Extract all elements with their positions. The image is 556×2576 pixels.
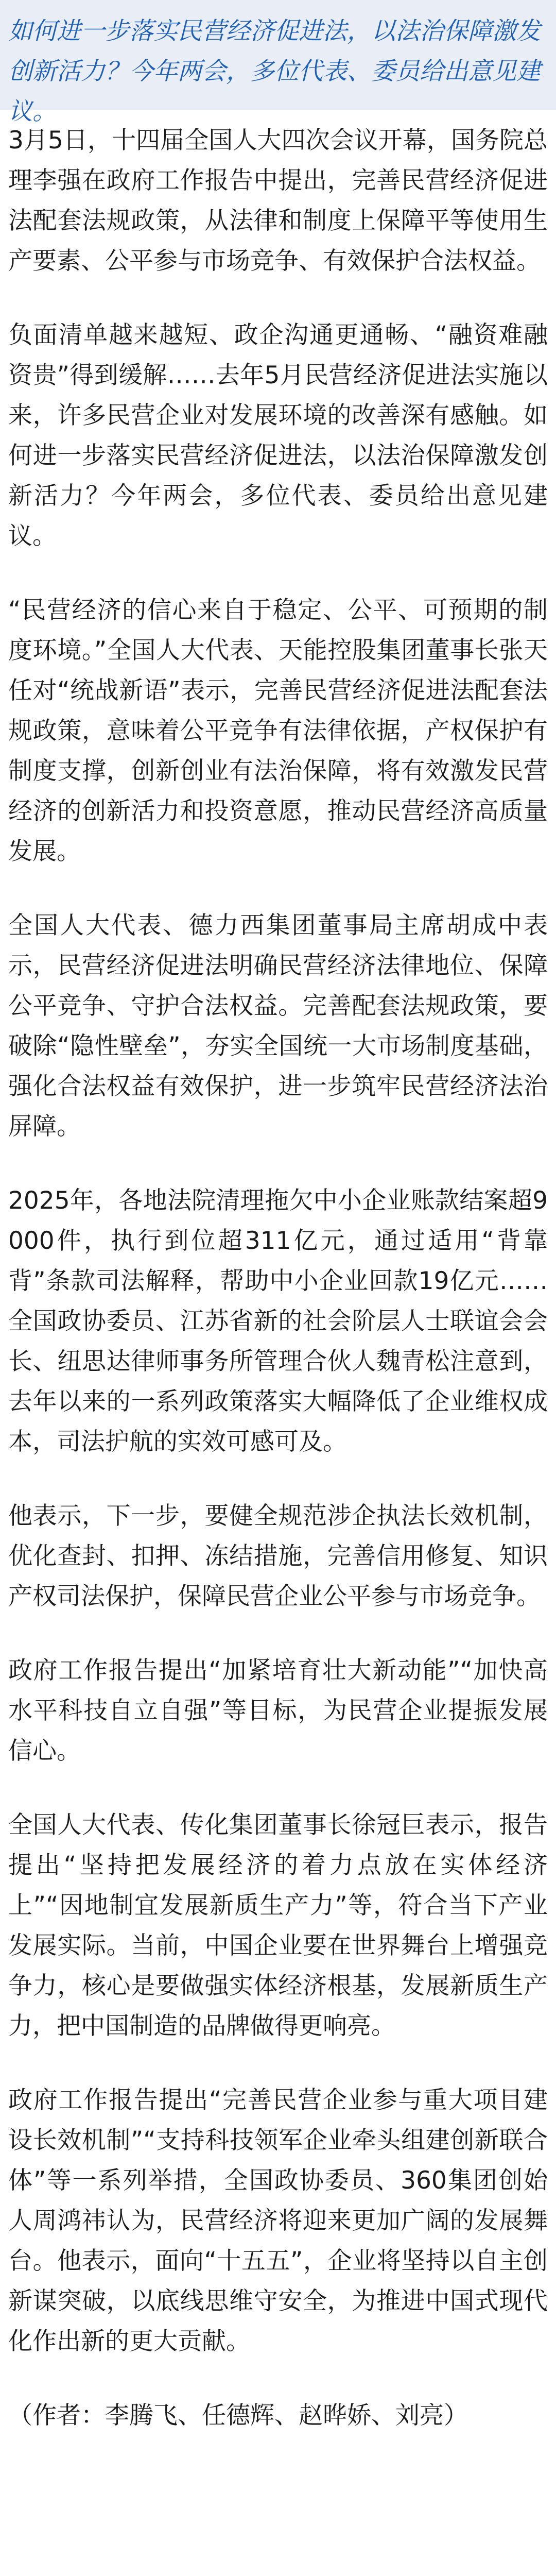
article-paragraph: 政府工作报告提出“完善民营企业参与重大项目建设长效机制”“支持科技领军企业牵头组建创新联合体”等一系列举措，全国政协委员、360集团创始人周鸿祎认为，民营经济将迎来更加广阔的发展舞台。他表示，面向“十五五”，企业将坚持以自主创新谋突破，以底线思维守安全，为推进中国式现代化作出新的更大贡献。	[8, 2086, 548, 2355]
article-byline: （作者：李腾飞、任德辉、赵晔娇、刘亮）	[8, 2401, 468, 2430]
article-paragraph: 全国人大代表、传化集团董事长徐冠巨表示，报告提出“坚持把发展经济的着力点放在实体经济上”“因地制宜发展新质生产力”等，符合当下产业发展实际。当前，中国企业要在世界舞台上增强竞争力，核心是要做强实体经济根基，发展新质生产力，把中国制造的品牌做得更响亮。	[8, 1811, 548, 2040]
article-paragraph: 全国人大代表、德力西集团董事局主席胡成中表示，民营经济促进法明确民营经济法律地位、保障公平竞争、守护合法权益。完善配套法规政策，要破除“隐性壁垒”，夯实全国统一大市场制度基础，强化合法权益有效保护，进一步筑牢民营经济法治屏障。	[8, 911, 548, 1141]
article-paragraph: “民营经济的信心来自于稳定、公平、可预期的制度环境。”全国人大代表、天能控股集团董事长张天任对“统战新语”表示，完善民营经济促进法配套法规政策，意味着公平竞争有法律依据，产权保护有制度支撑，创新创业有法治保障，将有效激发民营经济的创新活力和投资意愿，推动民营经济高质量发展。	[8, 596, 548, 866]
article-paragraph: 他表示，下一步，要健全规范涉企执法长效机制，优化查封、扣押、冻结措施，完善信用修复、知识产权司法保护，保障民营企业公平参与市场竞争。	[8, 1502, 548, 1611]
article-paragraph: 负面清单越来越短、政企沟通更通畅、“融资难融资贵”得到缓解……去年5月民营经济促进法实施以来，许多民营企业对发展环境的改善深有感触。如何进一步落实民营经济促进法，以法治保障激发创新活力？今年两会，多位代表、委员给出意见建议。	[8, 321, 548, 550]
article-paragraph: 政府工作报告提出“加紧培育壮大新动能”“加快高水平科技自立自强”等目标，为民营企业提振发展信心。	[8, 1656, 548, 1765]
article-lede: 如何进一步落实民营经济促进法，以法治保障激发创新活力？今年两会，多位代表、委员给出意见建议。	[8, 17, 541, 126]
article-lede-box	[0, 0, 556, 126]
article-paragraph: 3月5日，十四届全国人大四次会议开幕，国务院总理李强在政府工作报告中提出，完善民营经济促进法配套法规政策，从法律和制度上保障平等使用生产要素、公平参与市场竞争、有效保护合法权益。	[8, 126, 548, 275]
article-paragraph: 2025年，各地法院清理拖欠中小企业账款结案超9000件，执行到位超311亿元，通过适用“背靠背”条款司法解释，帮助中小企业回款19亿元……全国政协委员、江苏省新的社会阶层人士联谊会会长、纽思达律师事务所管理合伙人魏青松注意到，去年以来的一系列政策落实大幅降低了企业维权成本，司法护航的实效可感可及。	[8, 1187, 548, 1456]
article-body	[0, 121, 556, 2436]
